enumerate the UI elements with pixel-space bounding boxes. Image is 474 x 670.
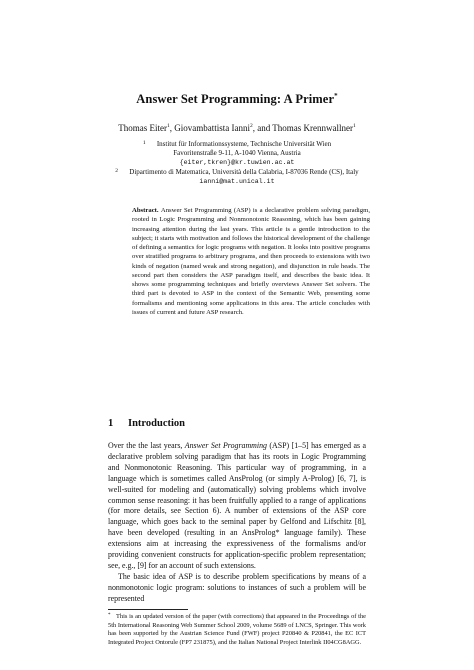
affiliation-email: ianni@mat.unical.it: [199, 178, 275, 186]
intro-paragraph-2: The basic idea of ASP is to describe problem specifications by means of a nonmonotonic logic program: solutions to instances of such a problem will be represented: [108, 571, 366, 603]
footnote-mark: *: [108, 613, 111, 618]
affiliation-institution: Dipartimento di Matematica, Università della Calabria, I-87036 Rende (CS), Italy: [129, 168, 359, 176]
affiliation-address: Favoritenstraße 9-11, A-1040 Vienna, Austria: [173, 149, 301, 158]
paper-title: [0, 92, 474, 107]
author-name: Thomas Krennwallner: [272, 123, 354, 133]
title-footnote-mark: *: [334, 92, 338, 100]
intro-text: (ASP) [1–5] has emerged as a declarative problem solving paradigm that has its roots in Logic Programming and Nonmonotonic Reasoning. This particular way of programming, in a language which is sometimes called AnsProlog (or simply A-Prolog) [6, 7], is well-suited for modeling and (automatically) solving problems which involve common sense reasoning: it has been fruitfully applied to a range of applications (for more details, see Section 6). A number of extensions of the ASP core language, which goes back to the seminal paper by Gelfond and Lifschitz [8], have been developed (resulting in an AnsProlog* language family). These extensions aim at increasing the expressiveness of the formalisms and/or providing convenient constructs for application-specific problem representation; see, e.g., [9] for an account of such extensions.: [108, 441, 366, 570]
abstract-label: Abstract.: [132, 207, 159, 214]
introduction-body: [108, 441, 366, 605]
affiliation-institution: Institut für Informationssysteme, Technische Universität Wien: [156, 140, 332, 148]
affiliation-number: 1: [142, 140, 146, 146]
intro-paragraph-1: [108, 441, 366, 572]
affiliation-number: 2: [115, 168, 119, 174]
section-title: Introduction: [128, 418, 185, 429]
affiliation-line: [0, 139, 474, 149]
affiliation-line: [0, 167, 474, 177]
author-name: Thomas Eiter: [118, 123, 167, 133]
author-list: [0, 123, 474, 133]
affiliation-2: [0, 167, 474, 186]
author-affiliation-mark: 1: [166, 123, 170, 129]
section-heading: [108, 418, 185, 429]
intro-text: Over the the last years,: [108, 441, 185, 450]
section-number: 1: [108, 418, 114, 429]
author-affiliation-mark: 2: [249, 123, 253, 129]
footnote-rule: [108, 609, 188, 610]
footnote-text: This is an updated version of the paper (with corrections) that appeared in the Proceedings of the 5th International Reasoning Web Summer School 2009, volume 5689 of LNCS, Springer. This work has been supported by the Austrian Science Fund (FWF) project P20840 & P20841, the EC ICT Integrated Project Ontorule (FP7 231875), and the Italian National Project Interlink II04CG8AGG.: [108, 613, 366, 647]
author-separator: ,: [169, 123, 175, 133]
paper-title-text: Answer Set Programming: A Primer: [136, 92, 335, 107]
affiliation-email: {eiter,tkren}@kr.tuwien.ac.at: [179, 159, 295, 167]
intro-emphasis: Answer Set Programming: [184, 441, 267, 450]
footnote: [108, 612, 366, 648]
author-affiliation-mark: 1: [353, 123, 356, 129]
author-name: Giovambattista Ianni: [174, 123, 250, 133]
abstract-text: Answer Set Programming (ASP) is a declarative problem solving paradigm, rooted in Logic Programming and Nonmonotonic Reasoning, which has been gaining increasing attention during the last years. This article is a gentle introduction to the subject; it starts with motivation and follows the historical development of the challenge of defining a semantics for logic programs with negation. It looks into positive programs over stratified programs to arbitrary programs, and then proceeds to extensions with two kinds of negation (named weak and strong negation), and disjunction in rule heads. The second part then considers the ASP paradigm itself, and describes the basic idea. It shows some programming techniques and briefly overviews Answer Set solvers. The third part is devoted to ASP in the context of the Semantic Web, presenting some formalisms and mentioning some applications in this area. The article concludes with issues of current and future ASP research.: [132, 207, 370, 316]
author-separator: , and: [252, 123, 273, 133]
affiliation-1: [0, 139, 474, 168]
abstract: [132, 206, 370, 317]
